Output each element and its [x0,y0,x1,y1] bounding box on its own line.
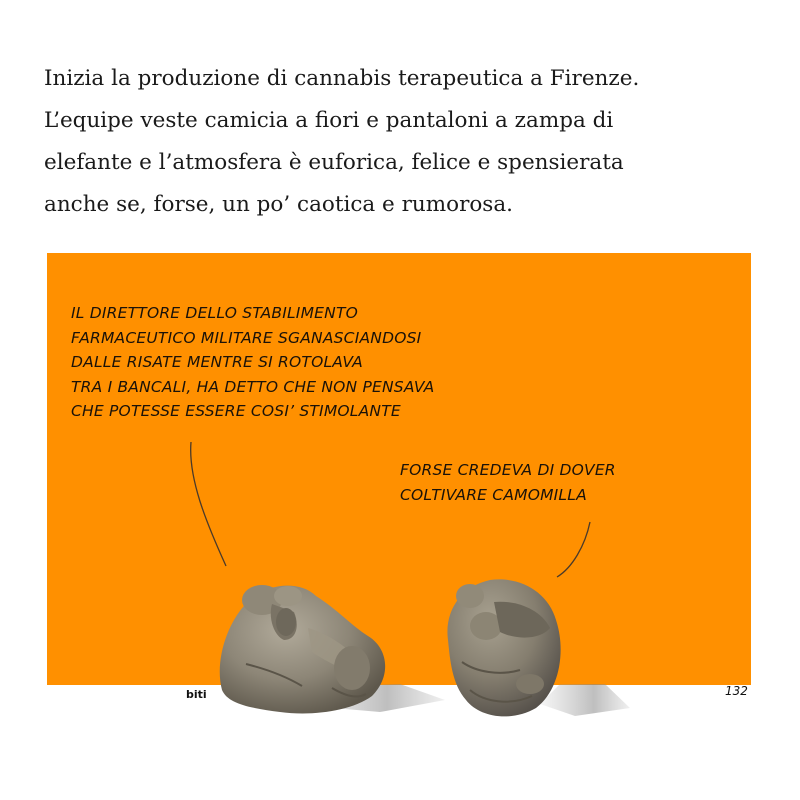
speech-line: FARMACEUTICO MILITARE SGANASCIANDOSI [71,328,422,347]
speech-line: DALLE RISATE MENTRE SI ROTOLAVA [71,353,363,371]
speech-line: FORSE CREDEVA DI DOVER [400,461,616,479]
caption-line: Inizia la produzione di cannabis terapeutica a Firenze. [44,66,640,91]
caption-line: anche se, forse, un po’ caotica e rumorosa. [44,192,513,217]
speech-line: COLTIVARE CAMOMILLA [400,485,587,504]
speech-line: IL DIRETTORE DELLO STABILIMENTO [71,304,359,322]
clay-figure-left [220,585,385,713]
speech-tail-left [191,442,226,566]
artist-signature: biti [186,688,207,701]
clay-figure-right [447,579,560,716]
caption-line: elefante e l’atmosfera è euforica, felice e spensierata [44,150,624,175]
page-number: 132 [725,684,748,698]
speech-tail-right [557,522,590,577]
speech-line: TRA I BANCALI, HA DETTO CHE NON PENSAVA [71,377,435,396]
caption-line: L’equipe veste camicia a fiori e pantaloni a zampa di [44,108,614,133]
figure-shadow [540,684,630,716]
speech-line: CHE POTESSE ESSERE COSI’ STIMOLANTE [71,402,401,420]
